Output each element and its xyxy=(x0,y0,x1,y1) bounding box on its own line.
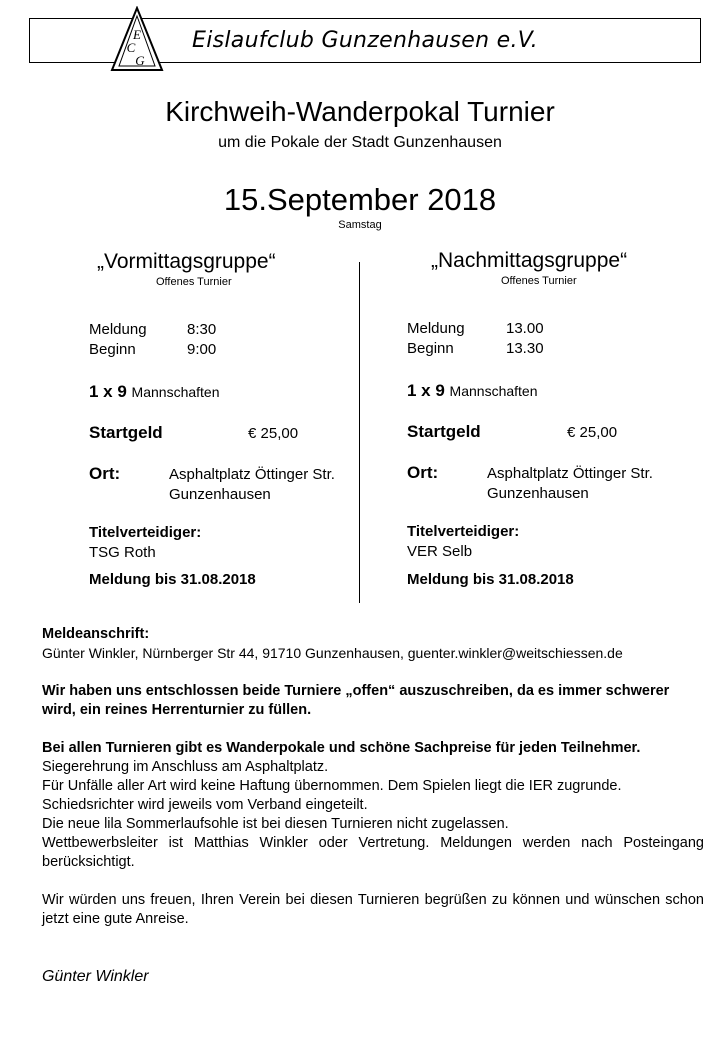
address-label: Meldeanschrift: xyxy=(42,626,150,642)
sole-line: Die neue lila Sommerlaufsohle ist bei diesen Turnieren nicht zugelassen. xyxy=(42,816,509,832)
right-titel-value: VER Selb xyxy=(407,543,473,560)
director-line: Wettbewerbsleiter ist Matthias Winkler oder Vertretung. Meldungen werden nach Posteingang berücksichtigt. xyxy=(42,835,704,870)
column-divider xyxy=(359,262,360,603)
referee-line: Schiedsrichter wird jeweils vom Verband eingeteilt. xyxy=(42,797,368,813)
logo-letter-e: E xyxy=(133,27,141,42)
left-ort-line2: Gunzenhausen xyxy=(169,486,271,503)
right-meldung-time: 13.00 xyxy=(506,320,544,337)
right-startgeld-label: Startgeld xyxy=(407,422,481,441)
right-ort-line2: Gunzenhausen xyxy=(487,485,589,502)
right-beginn-label: Beginn xyxy=(407,340,454,357)
right-ort-line1: Asphaltplatz Öttinger Str. xyxy=(487,465,653,482)
right-beginn-time: 13.30 xyxy=(506,340,544,357)
prizes-line: Bei allen Turnieren gibt es Wanderpokale und schöne Sachpreise für jeden Teilnehmer. xyxy=(42,740,641,756)
left-teams xyxy=(89,382,220,402)
liability-line: Für Unfälle aller Art wird keine Haftung übernommen. Dem Spielen liegt die IER zugrunde. xyxy=(42,778,622,794)
right-titel-label: Titelverteidiger: xyxy=(407,523,520,540)
left-deadline: Meldung bis 31.08.2018 xyxy=(89,571,256,588)
event-date: 15.September 2018 xyxy=(223,182,497,217)
left-startgeld-value: € 25,00 xyxy=(248,425,299,442)
left-group-type: Offenes Turnier xyxy=(156,276,232,288)
left-meldung-label: Meldung xyxy=(89,321,147,338)
left-beginn-time: 9:00 xyxy=(187,341,217,358)
club-name: Eislaufclub Gunzenhausen e.V. xyxy=(192,28,538,53)
right-teams xyxy=(407,381,538,401)
open-notice: Wir haben uns entschlossen beide Turniere „offen“ auszuschreiben, da es immer schwerer wird, ein reines Herrenturnier zu füllen. xyxy=(42,683,670,718)
logo-letter-g: G xyxy=(135,53,145,68)
left-meldung-time: 8:30 xyxy=(187,321,217,338)
address-line: Günter Winkler, Nürnberger Str 44, 91710 Gunzenhausen, guenter.winkler@weitschiessen.de xyxy=(42,645,623,661)
left-titel-value: TSG Roth xyxy=(89,544,156,561)
left-titel-label: Titelverteidiger: xyxy=(89,524,202,541)
left-beginn-label: Beginn xyxy=(89,341,136,358)
left-teams-count: 1 x 9 xyxy=(89,382,127,401)
right-teams-label: Mannschaften xyxy=(449,383,538,399)
event-weekday: Samstag xyxy=(338,219,382,231)
right-startgeld-value: € 25,00 xyxy=(567,424,618,441)
signature: Günter Winkler xyxy=(42,968,149,985)
left-teams-label: Mannschaften xyxy=(131,384,220,400)
right-teams-count: 1 x 9 xyxy=(407,381,445,400)
egc-triangle-logo-icon xyxy=(110,6,164,72)
page-title: Kirchweih-Wanderpokal Turnier xyxy=(165,96,555,127)
left-group-title: „Vormittagsgruppe“ xyxy=(97,250,276,273)
left-ort-label: Ort: xyxy=(89,464,121,483)
right-group-type: Offenes Turnier xyxy=(501,275,577,287)
right-group-title: „Nachmittagsgruppe“ xyxy=(431,249,628,272)
right-ort-label: Ort: xyxy=(407,463,439,482)
closing-paragraph: Wir würden uns freuen, Ihren Verein bei diesen Turnieren begrüßen zu können und wünschen schon jetzt eine gute Anreise. xyxy=(42,892,704,927)
right-deadline: Meldung bis 31.08.2018 xyxy=(407,571,574,588)
left-ort-line1: Asphaltplatz Öttinger Str. xyxy=(169,466,335,483)
left-startgeld-label: Startgeld xyxy=(89,423,163,442)
page-subtitle: um die Pokale der Stadt Gunzenhausen xyxy=(218,134,502,151)
right-meldung-label: Meldung xyxy=(407,320,465,337)
ceremony-line: Siegerehrung im Anschluss am Asphaltplatz. xyxy=(42,759,329,775)
logo-letter-c: C xyxy=(126,40,136,55)
